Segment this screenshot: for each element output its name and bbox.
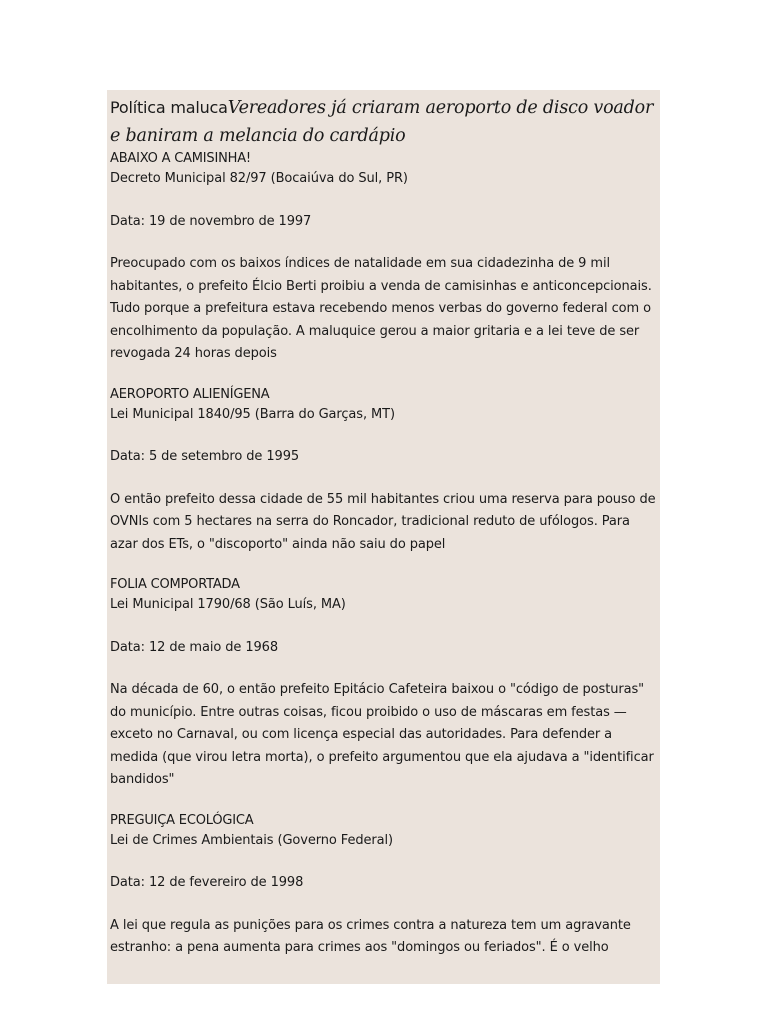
section-law: Lei Municipal 1840/95 (Barra do Garças, MT) xyxy=(110,406,395,422)
section-date: Data: 12 de maio de 1968 xyxy=(110,639,279,655)
section-heading: AEROPORTO ALIENÍGENA xyxy=(110,386,270,402)
section-folia xyxy=(110,576,658,792)
section-aeroporto xyxy=(110,386,658,557)
section-heading: FOLIA COMPORTADA xyxy=(110,577,240,592)
section-date: Data: 5 de setembro de 1995 xyxy=(110,449,300,464)
section-law: Lei Municipal 1790/68 (São Luís, MA) xyxy=(110,597,346,612)
section-date: Data: 19 de novembro de 1997 xyxy=(110,213,312,229)
article-subtitle: Vereadores já criaram aeroporto de disco voador e baniram a melancia do cardápio xyxy=(110,98,654,146)
section-heading: ABAIXO A CAMISINHA! xyxy=(110,151,251,166)
section-date: Data: 12 de fevereiro de 1998 xyxy=(110,875,304,890)
section-preguica xyxy=(110,812,658,960)
section-text: O então prefeito dessa cidade de 55 mil habitantes criou uma reserva para pouso de OVNIs com 5 hectares na serra do Roncador, tradicional reduto de ufólogos. Para azar dos ETs, o "discoporto" ainda não saiu do papel xyxy=(110,491,656,552)
section-law: Decreto Municipal 82/97 (Bocaiúva do Sul, PR) xyxy=(110,171,408,186)
section-camisinha xyxy=(110,150,658,366)
section-law: Lei de Crimes Ambientais (Governo Federal) xyxy=(110,832,394,848)
document-page xyxy=(107,90,660,984)
section-text: Preocupado com os baixos índices de natalidade em sua cidadezinha de 9 mil habitantes, o prefeito Élcio Berti proibiu a venda de camisinhas e anticoncepcionais. Tudo porque a prefeitura estava recebendo menos verbas do governo federal com o encolhimento da população. A maluquice gerou a maior gritaria e a lei teve de ser revogada 24 horas depois xyxy=(110,256,652,361)
article-title-bold: Política maluca xyxy=(110,98,228,117)
article-title xyxy=(110,94,658,150)
article-body xyxy=(107,90,660,960)
section-heading: PREGUIÇA ECOLÓGICA xyxy=(110,812,254,828)
section-text: A lei que regula as punições para os crimes contra a natureza tem um agravante estranho: a pena aumenta para crimes aos "domingos ou feriados". É o velho xyxy=(110,917,631,955)
section-text: Na década de 60, o então prefeito Epitácio Cafeteira baixou o "código de posturas" do município. Entre outras coisas, ficou proibido o uso de máscaras em festas — exceto no Carnaval, ou com licença especial das autoridades. Para defender a medida (que virou letra morta), o prefeito argumentou que ela ajudava a "identificar bandidos" xyxy=(110,682,654,787)
